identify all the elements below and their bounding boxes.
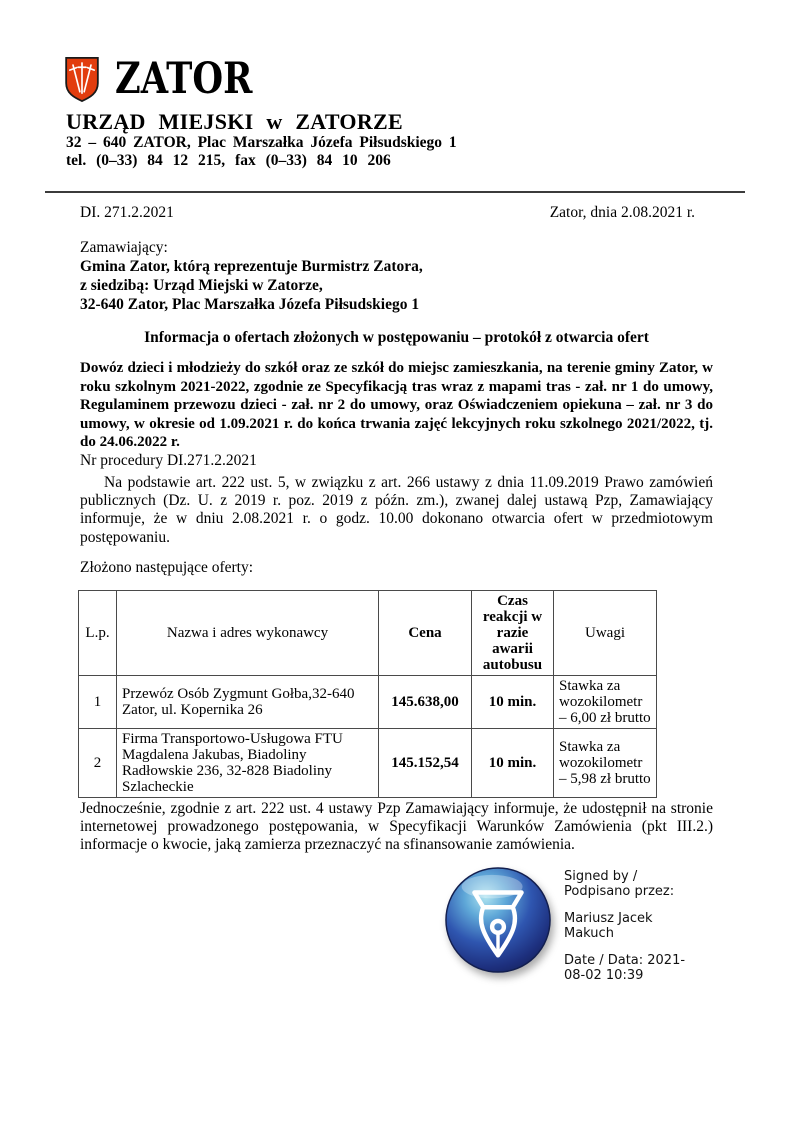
zator-coat-of-arms-icon <box>64 55 100 104</box>
cell-lp: 2 <box>79 729 117 798</box>
col-header-reaction-time: Czas reakcji w razie awarii autobusu <box>472 591 554 676</box>
reference-number: DI. 271.2.2021 <box>80 204 174 221</box>
col-header-lp: L.p. <box>79 591 117 676</box>
procedure-number: Nr procedury DI.271.2.2021 <box>80 451 257 469</box>
col-header-price: Cena <box>379 591 472 676</box>
col-header-name: Nazwa i adres wykonawcy <box>117 591 379 676</box>
subject-block <box>80 359 713 471</box>
cell-reaction-time: 10 min. <box>472 676 554 729</box>
cell-notes: Stawka za wozokilometr – 5,98 zł brutto <box>554 729 657 798</box>
closing-paragraph: Jednocześnie, zgodnie z art. 222 ust. 4 ustawy Pzp Zamawiający informuje, że udostępnił na stronie internetowej prowadzonego postępowania, w Specyfikacji Warunków Zamówienia (pkt III.2.) informacje o kwocie, jaką zamierza przeznaczyć na sfinansowanie zamówienia. <box>80 800 713 854</box>
offers-table <box>78 590 657 798</box>
cell-reaction-time: 10 min. <box>472 729 554 798</box>
subject-description: Dowóz dzieci i młodzieży do szkół oraz ze szkół do miejsc zamieszkania, na terenie gminy Zator, w roku szkolnym 2021-2022, zgodnie ze Specyfikacją tras wraz z mapami tras - zał. nr 1 do umowy, Regulaminem przewozu dzieci - zał. nr 2 do umowy, oraz Oświadczeniem opiekuna – zał. nr 3 do umowy, w okresie od 1.09.2021 r. do końca trwania zajęć lekcyjnych roku szkolnego 2021/2022, tj. do 24.06.2022 r. <box>80 360 713 451</box>
legal-basis-paragraph: Na podstawie art. 222 ust. 5, w związku z art. 266 ustawy z dnia 11.09.2019 Prawo zamówień publicznych (Dz. U. z 2019 r. poz. 2019 z późn. zm.), zwanej dalej ustawą Pzp, Zamawiający informuje, że w dniu 2.08.2021 r. o godz. 10.00 dokonano otwarcia ofert w przedmiotowym postępowaniu. <box>80 474 713 546</box>
signature-text-block <box>564 870 685 983</box>
place-and-date: Zator, dnia 2.08.2021 r. <box>549 204 695 221</box>
organization-phone: tel. (0–33) 84 12 215, fax (0–33) 84 10 206 <box>66 152 391 169</box>
cell-contractor-name: Firma Transportowo-Usługowa FTU Magdalena Jakubas, Biadoliny Radłowskie 236, 32-828 Biadoliny Szlacheckie <box>117 729 379 798</box>
cell-contractor-name: Przewóz Osób Zygmunt Gołba,32-640 Zator, ul. Kopernika 26 <box>117 676 379 729</box>
signer-name-2: Makuch <box>564 925 614 941</box>
header-divider <box>45 191 745 193</box>
table-row <box>79 729 657 798</box>
organization-address: 32 – 640 ZATOR, Plac Marszałka Józefa Piłsudskiego 1 <box>66 134 457 151</box>
organization-name: URZĄD MIEJSKI w ZATORZE <box>66 109 403 134</box>
cell-lp: 1 <box>79 676 117 729</box>
table-row <box>79 676 657 729</box>
letterhead-logo <box>64 55 283 104</box>
signature-pen-icon <box>444 866 552 974</box>
document-title: Informacja o ofertach złożonych w postępowaniu – protokół z otwarcia ofert <box>144 329 649 346</box>
signature-stamp <box>444 866 685 983</box>
signature-date-2: 08-02 10:39 <box>564 967 644 983</box>
cell-price: 145.152,54 <box>379 729 472 798</box>
ordering-party-line1: Gmina Zator, którą reprezentuje Burmistrz Zatora, <box>80 258 423 275</box>
ordering-party-line2: z siedzibą: Urząd Miejski w Zatorze, <box>80 277 323 294</box>
signed-by-label: Signed by / <box>564 869 638 884</box>
cell-notes: Stawka za wozokilometr – 6,00 zł brutto <box>554 676 657 729</box>
signature-date: Date / Data: 2021- <box>564 953 686 968</box>
cell-price: 145.638,00 <box>379 676 472 729</box>
ordering-party-line3: 32-640 Zator, Plac Marszałka Józefa Piłsudskiego 1 <box>80 296 420 313</box>
ordering-party-block <box>80 238 423 314</box>
signed-by-label-pl: Podpisano przez: <box>564 883 675 899</box>
col-header-notes: Uwagi <box>554 591 657 676</box>
reference-row <box>80 204 695 222</box>
offers-intro: Złożono następujące oferty: <box>80 559 254 576</box>
table-header-row <box>79 591 657 676</box>
logo-wordmark: ZATOR <box>115 54 253 104</box>
ordering-party-label: Zamawiający: <box>80 239 168 256</box>
signer-name: Mariusz Jacek <box>564 911 653 926</box>
